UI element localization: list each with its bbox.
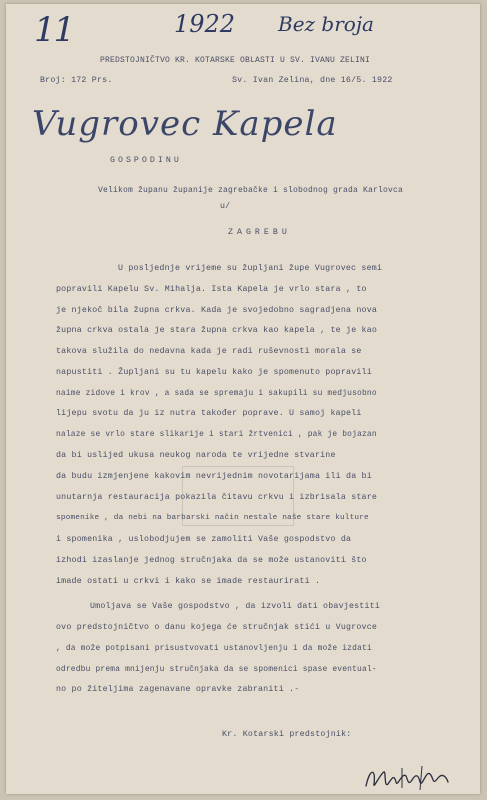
body-line: je njekoč bila župna crkva. Kada je svojedobno sagradjena nova <box>56 306 378 315</box>
body-line: spomenike , da nebi na barbarski način nestale naše stare kulture <box>56 514 369 522</box>
body-line: nalaze se vrlo stare slikarije i stari žrtvenici , pak je bojazan <box>56 430 377 439</box>
body-line: ovo predstojničtvo o danu kojega će stručnjak stići u Vugrovce <box>56 623 378 632</box>
body-line: župna crkva ostala je stara župna crkva kao kapela , te je kao <box>56 326 378 335</box>
body-line: unutarnja restauracija pokazila čitavu crkvu i izbrisala stare <box>56 493 378 502</box>
recipient-u: u/ <box>220 202 231 211</box>
body-line: lijepu svotu da ju iz nutra također poprave. U samoj kapeli <box>56 409 362 418</box>
body-line: popravili Kapelu Sv. Mihalja. Ista Kapela je vrlo stara , to <box>56 285 367 294</box>
document-page <box>6 4 480 794</box>
body-line: imade ostati u crkvi i kako se imade restaurirati . <box>56 577 321 586</box>
salutation: GOSPODINU <box>110 156 182 165</box>
body-line: napustiti . Župljani su tu kapelu kako je spomenuto popravili <box>56 368 372 377</box>
signature <box>362 764 452 794</box>
reference-number: Broj: 172 Prs. <box>40 76 113 85</box>
handwritten-mark: 11 <box>34 10 74 50</box>
handwritten-year: 1922 <box>174 10 236 38</box>
handwritten-address: Vugrovec Kapela <box>32 104 338 144</box>
recipient-city: ZAGREBU <box>228 228 291 237</box>
body-line: U posljednje vrijeme su župljani župe Vugrovec semi <box>118 264 383 273</box>
office-heading: PREDSTOJNIČTVO KR. KOTARSKE OBLASTI U SV. IVANU ZELINI <box>100 56 371 65</box>
body-line: odredbu prema mnijenju stručnjaka da se spomenici spase eventual- <box>56 665 377 674</box>
body-line: naime zidove i krov , a sada se spremaju i sakupili su medjusobno <box>56 389 377 398</box>
body-line: izhodi izaslanje jednog stručnjaka da se može ustanoviti što <box>56 556 367 565</box>
place-date: Sv. Ivan Zelina, dne 16/5. 1922 <box>232 76 393 85</box>
body-line: da bi uslijed ukusa neukog naroda te vrijedne stvarine <box>56 451 336 460</box>
body-line: no po žiteljima zagenavane opravke zabraniti .- <box>56 685 300 694</box>
body-line: da budu izmjenjene kakovim nevrijednim novotarijama ili da bi <box>56 472 372 481</box>
handwritten-note: Bez broja <box>278 12 374 36</box>
signoff: Kr. Kotarski predstojnik: <box>222 730 352 739</box>
recipient-title: Velikom županu županije zagrebačke i slobodnog grada Karlovca <box>98 186 404 195</box>
body-line: Umoljava se Vaše gospodstvo , da izvoli dati obavjestiti <box>90 602 381 611</box>
body-line: i spomenika , uslobodjujem se zamoliti Vaše gospodstvo da <box>56 535 352 544</box>
body-line: takova služila do nedavna kada je radi ruševnosti morala se <box>56 347 362 356</box>
body-line: , da može potpisani prisustvovati ustanovljenju i da može izdati <box>56 644 372 653</box>
